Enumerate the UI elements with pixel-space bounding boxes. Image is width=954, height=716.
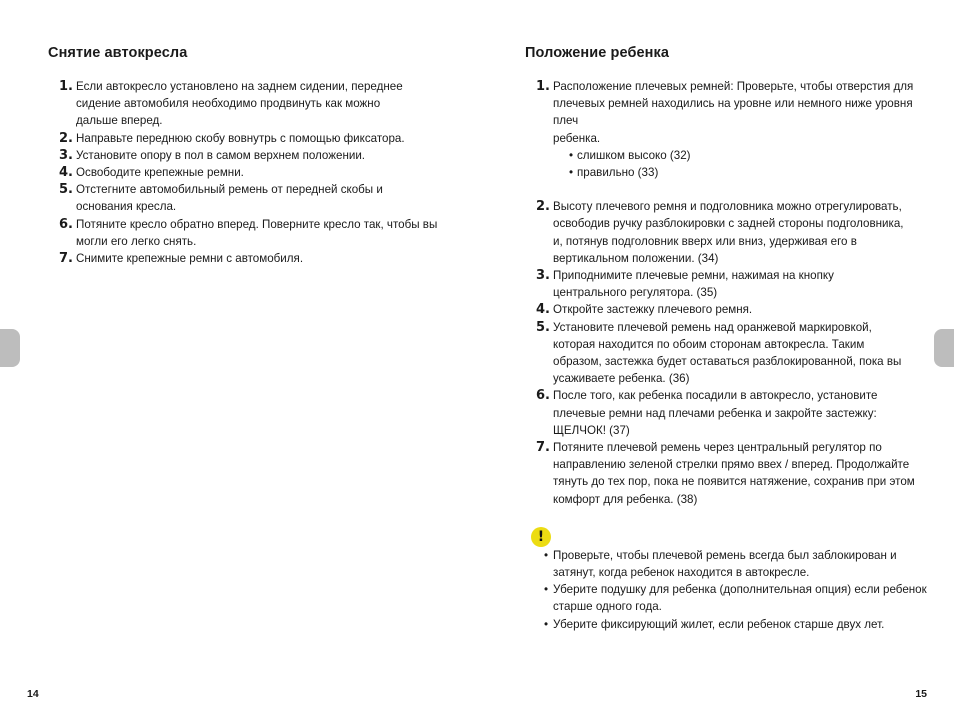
warning-block [525,527,935,633]
step-number: 3. [536,268,550,284]
positioning-step-6 [525,387,935,439]
step-text: Приподнимите плечевые ремни, нажимая на кнопку центрального регулятора. (35) [553,269,834,300]
removal-step-5 [48,181,448,215]
step-text: Расположение плечевых ремней: Проверьте, чтобы отверстия для плечевых ремней находились на уровне или немного ниже уровня плеч ребенка. [553,80,914,145]
removal-step-6 [48,216,448,250]
warning-note: • Проверьте, чтобы плечевой ремень всегда был заблокирован и затянут, когда ребенок находится в автокресле. [544,548,897,580]
step-number: 1. [536,79,550,94]
step-number: 1. [59,79,73,94]
removal-step-7 [48,250,448,267]
right-page-title: Положение ребенка [525,45,670,61]
step-number: 2. [59,130,73,146]
step-text: Снимите крепежные ремни с автомобиля. [76,252,304,266]
left-page-column [48,45,448,267]
left-page-title: Снятие автокресла [48,45,188,61]
bullet-icon: • [569,148,574,162]
left-side-tab [0,329,20,367]
step-number: 2. [536,199,550,215]
right-page-number: 15 [915,688,927,700]
step-number: 6. [536,388,550,404]
right-page-column [525,45,935,633]
sub-item: • слишком высоко (32) [569,147,935,164]
step-number: 4. [59,165,73,181]
step-text: Установите опору в пол в самом верхнем положении. [76,148,366,162]
right-side-tab [934,329,954,367]
sub-item: • правильно (33) [569,164,935,181]
step-number: 3. [59,147,73,163]
step-text: Откройте застежку плечевого ремня. [553,303,753,317]
step-number: 5. [59,182,73,198]
warning-notes-list [525,547,935,633]
removal-step-1 [48,78,448,130]
step-text: Потяните плечевой ремень через центральный регулятор по направлению зеленой стрелки прямо ввех / вперед. Продолжайте тянуть до тех пор, пока не появится натяжение, сохранив при этом комфорт для ребенка. (38) [553,441,915,506]
step-text: Высоту плечевого ремня и подголовника можно отрегулировать, освободив ручку разблокировки с задней стороны подголовника, и, потянув подголовник вверх или вниз, удерживая его в вертикальном положении. (34) [553,200,904,265]
step-number: 7. [59,251,73,267]
step-text: Установите плечевой ремень над оранжевой маркировкой, которая находится по обоим сторонам автокресла. Таким образом, застежка будет оставаться разблокированной, пока вы усаживаете ребенка. (36) [553,320,902,386]
step-text: Отстегните автомобильный ремень от передней скобы и основания кресла. [76,183,383,214]
positioning-step-7 [525,439,935,508]
bullet-icon: • [569,166,574,180]
step-text: Потяните кресло обратно вперед. Поверните кресло так, чтобы вы могли его легко снять. [76,217,438,248]
bullet-icon: • [544,583,549,597]
step-text: После того, как ребенка посадили в автокресло, установите плечевые ремни над плечами ребенка и закройте застежку: ЩЕЛЧОК! (37) [553,389,878,437]
bullet-icon: • [544,548,549,562]
warning-note: • Уберите подушку для ребенка (дополнительная опция) если ребенок старше одного года. [544,583,927,614]
step-number: 4. [536,302,550,318]
removal-step-4 [48,164,448,181]
step-number: 6. [59,216,73,232]
bullet-icon: • [544,617,549,631]
positioning-step-2 [525,198,935,267]
positioning-step-5 [525,319,935,388]
strap-height-options [553,147,935,181]
step-text: Если автокресло установлено на заднем сидении, переднее сидение автомобиля необходимо продвинуть как можно дальше вперед. [76,80,403,128]
step-number: 7. [536,440,550,456]
positioning-steps-list [525,78,935,508]
exclamation-warning-icon: ! [531,527,551,547]
left-page-number: 14 [27,688,39,700]
step-text: Освободите крепежные ремни. [76,166,244,180]
warning-note: • Уберите фиксирующий жилет, если ребенок старше двух лет. [525,616,935,633]
removal-steps-list [48,78,448,267]
step-text: Направьте переднюю скобу вовнутрь с помощью фиксатора. [76,131,405,145]
removal-step-2 [48,130,448,147]
positioning-step-4 [525,301,935,318]
removal-step-3 [48,147,448,164]
positioning-step-1 [525,78,935,181]
positioning-step-3 [525,267,935,301]
step-number: 5. [536,319,550,335]
